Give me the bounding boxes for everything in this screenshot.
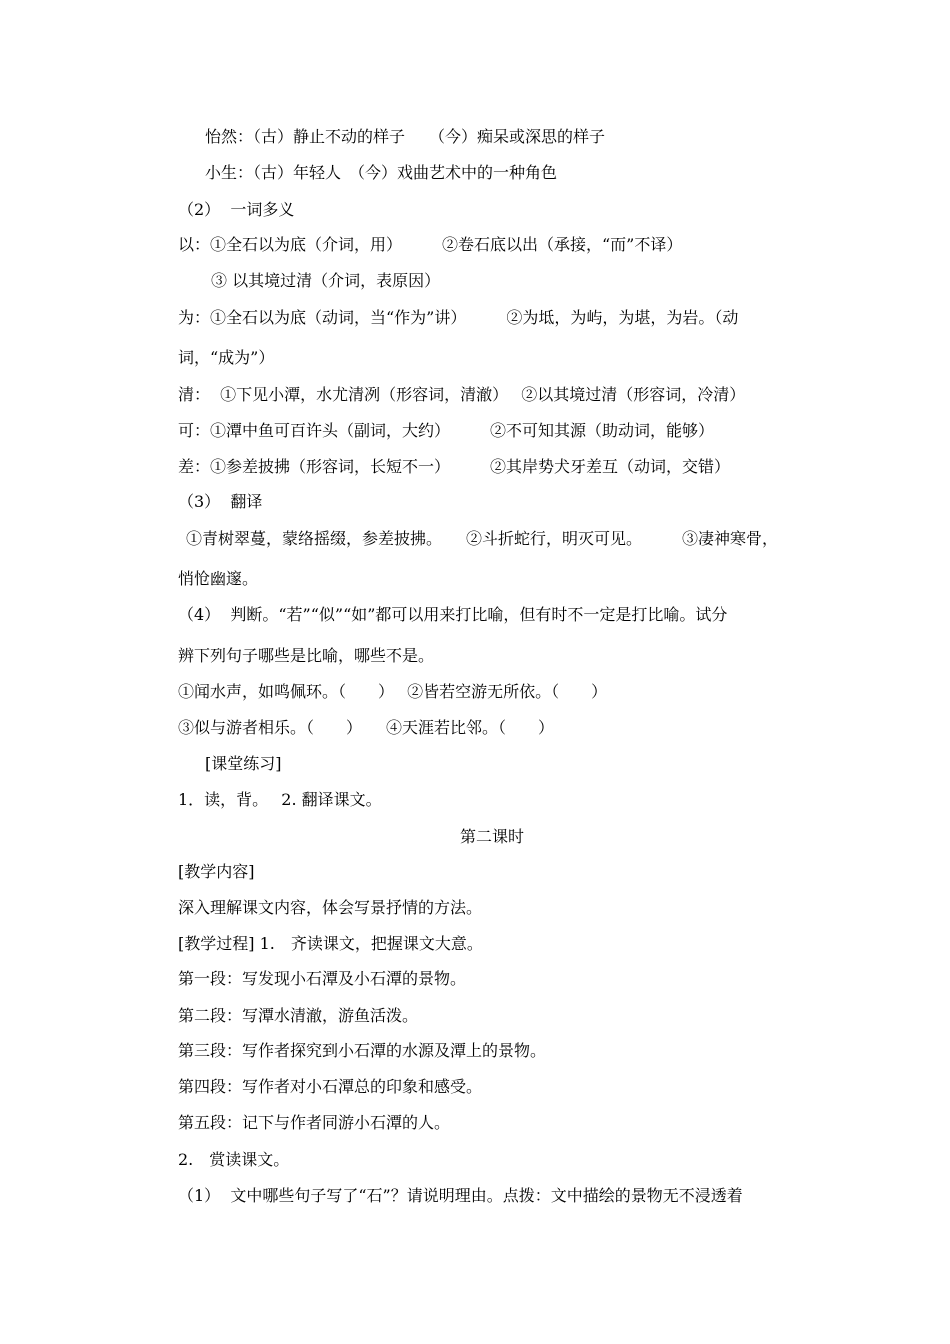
text-line-paragraph-5: 第五段：记下与作者同游小石潭的人。 — [178, 1113, 451, 1132]
section-heading-classroom-practice: [课堂练习] — [205, 754, 282, 773]
text-line-question-stone: （1） 文中哪些句子写了“石”？请说明理由。点拨：文中描绘的景物无不浸透着 — [178, 1186, 743, 1205]
text-line-yi: 以：①全石以为底（介词，用） ②卷石底以出（承接，“而”不译） — [178, 235, 683, 254]
text-line-paragraph-3: 第三段：写作者探究到小石潭的水源及潭上的景物。 — [178, 1041, 547, 1060]
text-line-xiaosheng: 小生：（古）年轻人 （今）戏曲艺术中的一种角色 — [205, 163, 558, 182]
text-line-question-1-2: ①闻水声，如鸣佩环。（ ） ②皆若空游无所依。（ ） — [178, 682, 608, 701]
section-heading-translation: （3） 翻译 — [178, 492, 263, 511]
text-line-appreciation: 2. 赏读课文。 — [178, 1150, 290, 1169]
text-line-translation-cont: 悄怆幽邃。 — [178, 569, 259, 588]
text-line-qing: 清： ①下见小潭，水尤清冽（形容词，清澈） ②以其境过清（形容词，冷清） — [178, 385, 746, 404]
text-line-wei: 为：①全石以为底（动词，当“作为”讲） ②为坻，为屿，为堪，为岩。（动 — [178, 308, 739, 327]
text-line-ke: 可：①潭中鱼可百许头（副词，大约） ②不可知其源（助动词，能够） — [178, 421, 715, 440]
section-heading-judgement: （4） 判断。“若”“似”“如”都可以用来打比喻，但有时不一定是打比喻。试分 — [178, 605, 728, 624]
text-line-paragraph-4: 第四段：写作者对小石潭总的印象和感受。 — [178, 1077, 483, 1096]
section-heading-teaching-content: [教学内容] — [178, 862, 255, 881]
text-line-paragraph-2: 第二段：写潭水清澈，游鱼活泼。 — [178, 1006, 419, 1025]
text-line-yi-3: ③ 以其境过清（介词，表原因） — [211, 271, 441, 290]
text-line-ci: 差：①参差披拂（形容词，长短不一） ②其岸势犬牙差互（动词，交错） — [178, 457, 731, 476]
text-line-translation: ①青树翠蔓，蒙络摇缀，参差披拂。 ②斗折蛇行，明灭可见。 ③凄神寒骨， — [186, 529, 779, 548]
text-line-practice: 1．读，背。 2. 翻译课文。 — [178, 790, 382, 809]
section-heading-polysemy: （2） 一词多义 — [178, 200, 295, 219]
lesson-title-second: 第二课时 — [460, 827, 525, 846]
text-line-judgement-cont: 辨下列句子哪些是比喻，哪些不是。 — [178, 646, 435, 665]
text-line-paragraph-1: 第一段：写发现小石潭及小石潭的景物。 — [178, 969, 467, 988]
text-line-teaching-content: 深入理解课文内容，体会写景抒情的方法。 — [178, 898, 483, 917]
text-line-question-3-4: ③似与游者相乐。（ ） ④天涯若比邻。（ ） — [178, 718, 555, 737]
text-line-yiran: 怡然：（古）静止不动的样子 （今）痴呆或深思的样子 — [205, 127, 606, 146]
text-line-teaching-process: [教学过程] 1. 齐读课文，把握课文大意。 — [178, 934, 483, 953]
text-line-wei-cont: 词，“成为”） — [178, 348, 275, 367]
